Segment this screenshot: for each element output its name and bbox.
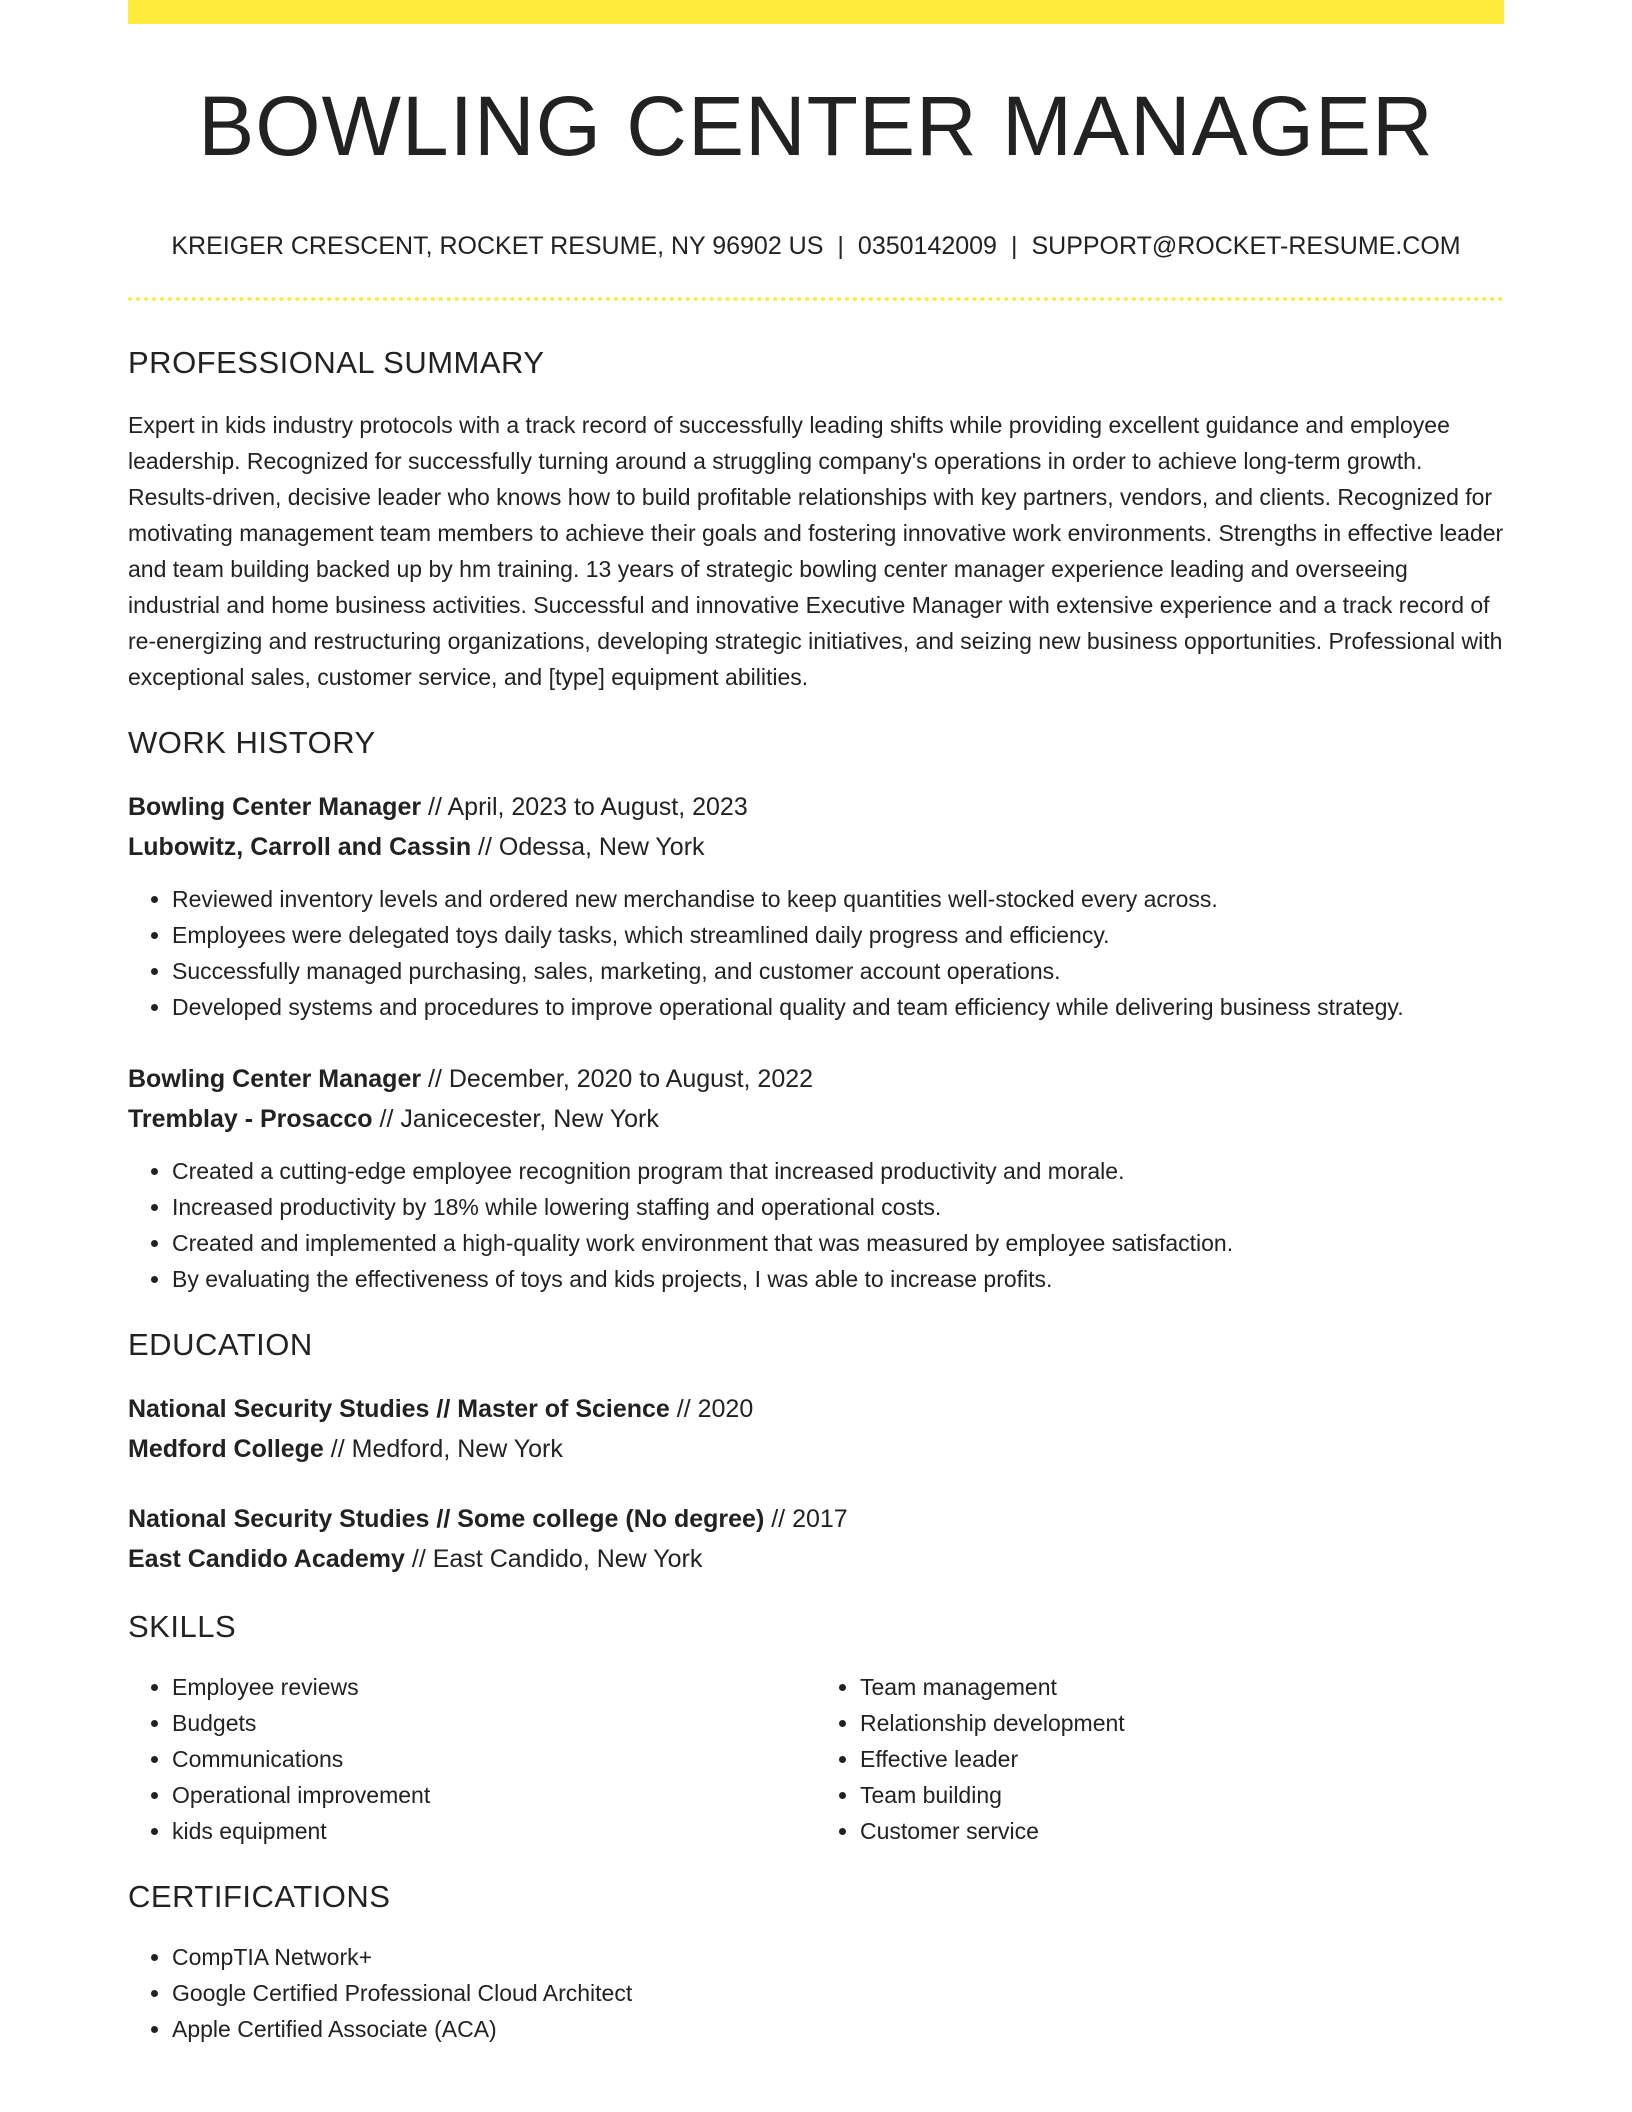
certification-item: • CompTIA Network+ — [172, 1939, 1504, 1975]
degree-line — [128, 1499, 1504, 1539]
school-line — [128, 1539, 1504, 1579]
school-line — [128, 1429, 1504, 1469]
list-item: • Created and implemented a high-quality work environment that was measured by employee satisfaction. — [172, 1225, 1504, 1261]
job-bullets — [128, 881, 1504, 1025]
skill-item: • Operational improvement — [172, 1777, 816, 1813]
list-item: • Developed systems and procedures to improve operational quality and team efficiency while delivering business strategy. — [172, 989, 1504, 1025]
job-company-line — [128, 1099, 1504, 1139]
list-item: • Increased productivity by 18% while lowering staffing and operational costs. — [172, 1189, 1504, 1225]
job-entry — [128, 787, 1504, 1025]
job-dates: // April, 2023 to August, 2023 — [421, 793, 748, 821]
education-heading: EDUCATION — [128, 1327, 313, 1362]
job-title-line — [128, 787, 1504, 827]
job-title-line — [128, 1059, 1504, 1099]
certifications-list — [128, 1939, 1504, 2047]
education-section — [128, 1327, 1504, 1579]
school-location: // Medford, New York — [323, 1435, 563, 1463]
list-item: • Employees were delegated toys daily tasks, which streamlined daily progress and efficiency. — [172, 917, 1504, 953]
list-item: • Created a cutting-edge employee recognition program that increased productivity and morale. — [172, 1153, 1504, 1189]
skills-columns — [128, 1669, 1504, 1849]
contact-separator: | — [1010, 232, 1018, 260]
skill-item: • Employee reviews — [172, 1669, 816, 1705]
work-history-heading: WORK HISTORY — [128, 725, 376, 760]
certifications-heading: CERTIFICATIONS — [128, 1879, 391, 1914]
list-item: • By evaluating the effectiveness of toys and kids projects, I was able to increase profits. — [172, 1261, 1504, 1297]
job-location: // Odessa, New York — [471, 833, 705, 861]
resume-page — [128, 0, 1504, 2047]
education-entry — [128, 1499, 1504, 1579]
dotted-divider — [128, 297, 1504, 301]
job-company-line — [128, 827, 1504, 867]
list-item: • Successfully managed purchasing, sales, marketing, and customer account operations. — [172, 953, 1504, 989]
job-bullets — [128, 1153, 1504, 1297]
skill-item: • Customer service — [860, 1813, 1504, 1849]
degree-line — [128, 1389, 1504, 1429]
summary-section — [128, 345, 1504, 695]
contact-phone: 0350142009 — [857, 232, 997, 260]
certification-item: • Apple Certified Associate (ACA) — [172, 2011, 1504, 2047]
list-item: • Reviewed inventory levels and ordered new merchandise to keep quantities well-stocked every across. — [172, 881, 1504, 917]
summary-heading: PROFESSIONAL SUMMARY — [128, 345, 545, 380]
contact-separator: | — [837, 232, 844, 260]
school-name: East Candido Academy — [128, 1545, 405, 1573]
education-entry — [128, 1389, 1504, 1469]
skills-heading: SKILLS — [128, 1609, 237, 1644]
job-title: Bowling Center Manager — [128, 793, 422, 821]
resume-title: BOWLING CENTER MANAGER — [198, 79, 1434, 173]
skills-list-right — [816, 1669, 1504, 1849]
job-company: Lubowitz, Carroll and Cassin — [128, 833, 472, 861]
job-entry — [128, 1059, 1504, 1297]
contact-email: SUPPORT@ROCKET-RESUME.COM — [1031, 232, 1461, 260]
skill-item: • Relationship development — [860, 1705, 1504, 1741]
skill-item: • Team building — [860, 1777, 1504, 1813]
accent-bar — [128, 0, 1504, 24]
job-title: Bowling Center Manager — [128, 1065, 422, 1093]
skill-item: • kids equipment — [172, 1813, 816, 1849]
skill-item: • Communications — [172, 1741, 816, 1777]
degree: National Security Studies // Master of Science — [128, 1395, 670, 1423]
graduation-year: // 2020 — [669, 1395, 754, 1423]
skill-item: • Budgets — [172, 1705, 816, 1741]
skill-item: • Effective leader — [860, 1741, 1504, 1777]
contact-address: KREIGER CRESCENT, ROCKET RESUME, NY 96902 US — [171, 232, 824, 260]
job-dates: // December, 2020 to August, 2022 — [421, 1065, 814, 1093]
job-company: Tremblay - Prosacco — [128, 1105, 373, 1133]
skill-item: • Team management — [860, 1669, 1504, 1705]
skills-section — [128, 1609, 1504, 1849]
certifications-section — [128, 1879, 1504, 2047]
certification-item: • Google Certified Professional Cloud Architect — [172, 1975, 1504, 2011]
school-name: Medford College — [128, 1435, 324, 1463]
graduation-year: // 2017 — [764, 1505, 848, 1533]
contact-line — [128, 234, 1504, 259]
summary-text: Expert in kids industry protocols with a track record of successfully leading shifts while providing excellent guidance and employee leadership. Recognized for successfully turning around a struggling company's operations in order to achieve long-term growth. Results-driven, decisive leader who knows how to build profitable relationships with key partners, vendors, and clients. Recognized for motivating management team members to achieve their goals and fostering innovative work environments. Strengths in effective leader and team building backed up by hm training. 13 years of strategic bowling center manager experience leading and overseeing industrial and home business activities. Successful and innovative Executive Manager with extensive experience and a track record of re-energizing and restructuring organizations, developing strategic initiatives, and seizing new business opportunities. Professional with exceptional sales, customer service, and [type] equipment abilities. — [128, 412, 1504, 690]
degree: National Security Studies // Some college (No degree) — [128, 1505, 765, 1533]
school-location: // East Candido, New York — [404, 1545, 703, 1573]
work-history-section — [128, 725, 1504, 1297]
job-location: // Janicecester, New York — [372, 1105, 659, 1133]
skills-list-left — [128, 1669, 816, 1849]
